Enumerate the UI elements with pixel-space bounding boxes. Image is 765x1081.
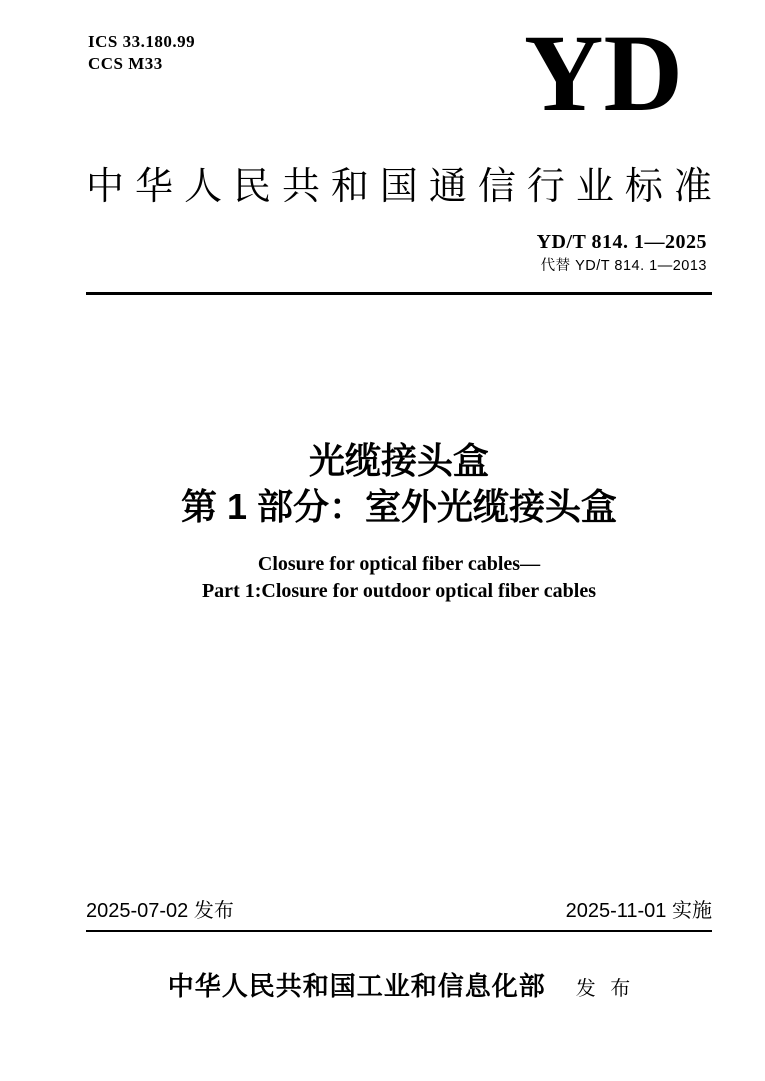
- yd-logo: YD: [524, 12, 683, 134]
- title-en-line1: Closure for optical fiber cables—: [257, 553, 541, 575]
- publisher-row: [86, 966, 712, 1003]
- ccs-code: CCS M33: [88, 54, 163, 73]
- dates-row: [86, 899, 712, 923]
- footer-rule: [86, 930, 712, 932]
- publisher-name: 中华人民共和国工业和信息化部: [167, 972, 546, 1001]
- implement-date: 2025-11-01 实施: [565, 900, 712, 922]
- standard-number: YD/T 814. 1—2025: [536, 231, 707, 253]
- header-rule: [86, 292, 712, 295]
- standard-number-block: [537, 231, 707, 275]
- classification-codes: [88, 31, 195, 75]
- issue-date: 2025-07-02 发布: [86, 900, 234, 922]
- ics-code: ICS 33.180.99: [88, 32, 196, 51]
- title-chinese: [86, 438, 712, 530]
- title-cn-line2: 第 1 部分：室外光缆接头盒: [180, 486, 618, 527]
- standard-type-heading: 中 华 人 民 共 和 国 通 信 行 业 标 准: [86, 166, 712, 208]
- title-english: [86, 551, 712, 605]
- title-en-line2: Part 1:Closure for outdoor optical fiber cables: [201, 580, 597, 602]
- publish-label: 发 布: [575, 978, 631, 1000]
- replaced-standard: 代替 YD/T 814. 1—2013: [540, 258, 707, 274]
- title-cn-line1: 光缆接头盒: [308, 440, 489, 481]
